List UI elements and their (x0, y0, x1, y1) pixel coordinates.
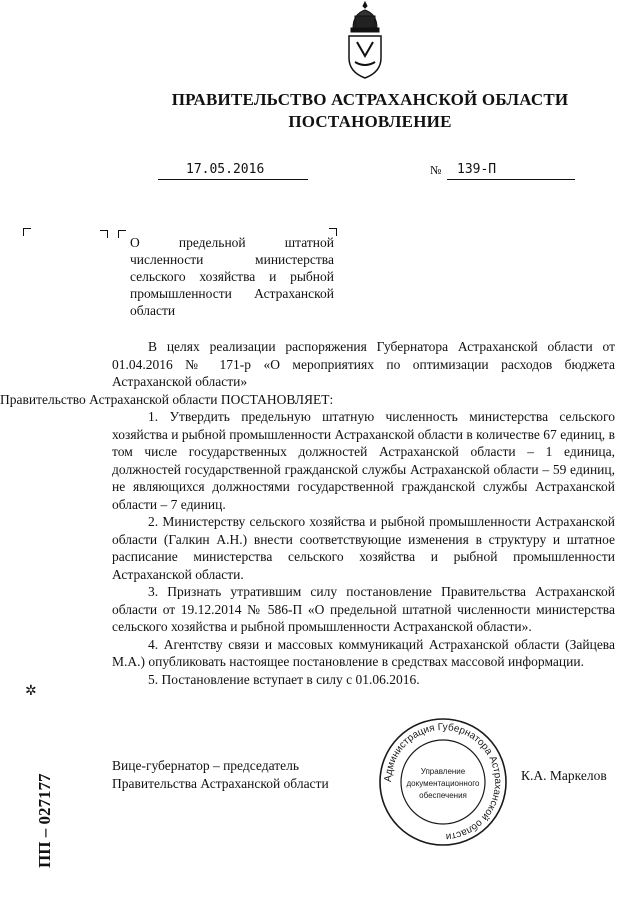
document-type-title: ПОСТАНОВЛЕНИЕ (288, 112, 452, 131)
number-sign: № (430, 163, 442, 177)
form-serial-text: ПП – 027177 (35, 773, 54, 868)
resolution-item-5: 5. Постановление вступает в силу с 01.06.2016. (148, 671, 420, 687)
corner-mark-subject-b (118, 230, 126, 238)
form-serial-number (16, 720, 66, 870)
government-title: ПРАВИТЕЛЬСТВО АСТРАХАНСКОЙ ОБЛАСТИ (171, 90, 569, 109)
corner-mark-subject-a (100, 230, 108, 238)
coat-of-arms-emblem (345, 0, 385, 82)
margin-asterisk: ✲ (25, 684, 37, 699)
document-number: 139-П (457, 162, 497, 177)
resolution-item-3: 3. Признать утратившим силу постановление Правительства Астраханской области от 19.12.2014 № 586-П «О предельной штатной численности министерства сельского хозяйства и рыбной промышленности Астраханской области». (112, 584, 615, 634)
document-subject: О предельной штатной численности министерства сельского хозяйства и рыбной промышленности Астраханской области (130, 235, 334, 318)
stamp-ring-text: Администрация Губернатора Астраханской области (382, 721, 504, 842)
official-stamp (377, 716, 509, 848)
resolution-item-2: 2. Министерству сельского хозяйства и рыбной промышленности Астраханской области (Галкин А.Н.) внести соответствующие изменения в структуру и штатное расписание министерства сельского хозяйства и рыбной промышленности Астраханской области. (112, 514, 615, 582)
date-field (158, 162, 308, 180)
document-body (0, 338, 615, 688)
resolves-line: Правительство Астраханской области ПОСТАНОВЛЯЕТ: (0, 391, 334, 407)
document-date: 17.05.2016 (186, 162, 265, 177)
stamp-center-line-1: Управление (420, 767, 466, 776)
preamble-paragraph: В целях реализации распоряжения Губернатора Астраханской области от 01.04.2016 № 171-р «О мероприятиях по оптимизации расходов бюджета Астраханской области» (112, 339, 615, 389)
signatory-title (112, 757, 372, 793)
stamp-center-line-3: обеспечения (419, 791, 467, 800)
signatory-title-line-1: Вице-губернатор – председатель (112, 758, 299, 773)
resolution-item-4: 4. Агентству связи и массовых коммуникаций Астраханской области (Зайцева М.А.) опубликовать настоящее постановление в средствах массовой информации. (112, 636, 615, 669)
resolution-item-1: 1. Утвердить предельную штатную численность министерства сельского хозяйства и рыбной промышленности Астраханской области в количестве 67 единиц, в том числе государственных должностей Астраханской области – 1 единица, должностей государственной гражданской службы Астраханской области – 59 единиц, не являющихся должностями государственной гражданской службы Астраханской области – 7 единиц. (112, 409, 615, 512)
stamp-center-line-2: документационного (406, 779, 480, 788)
signatory-title-line-2: Правительства Астраханской области (112, 776, 329, 791)
number-field (447, 162, 575, 180)
signatory-name: К.А. Маркелов (521, 768, 607, 783)
corner-mark-left (23, 228, 31, 236)
